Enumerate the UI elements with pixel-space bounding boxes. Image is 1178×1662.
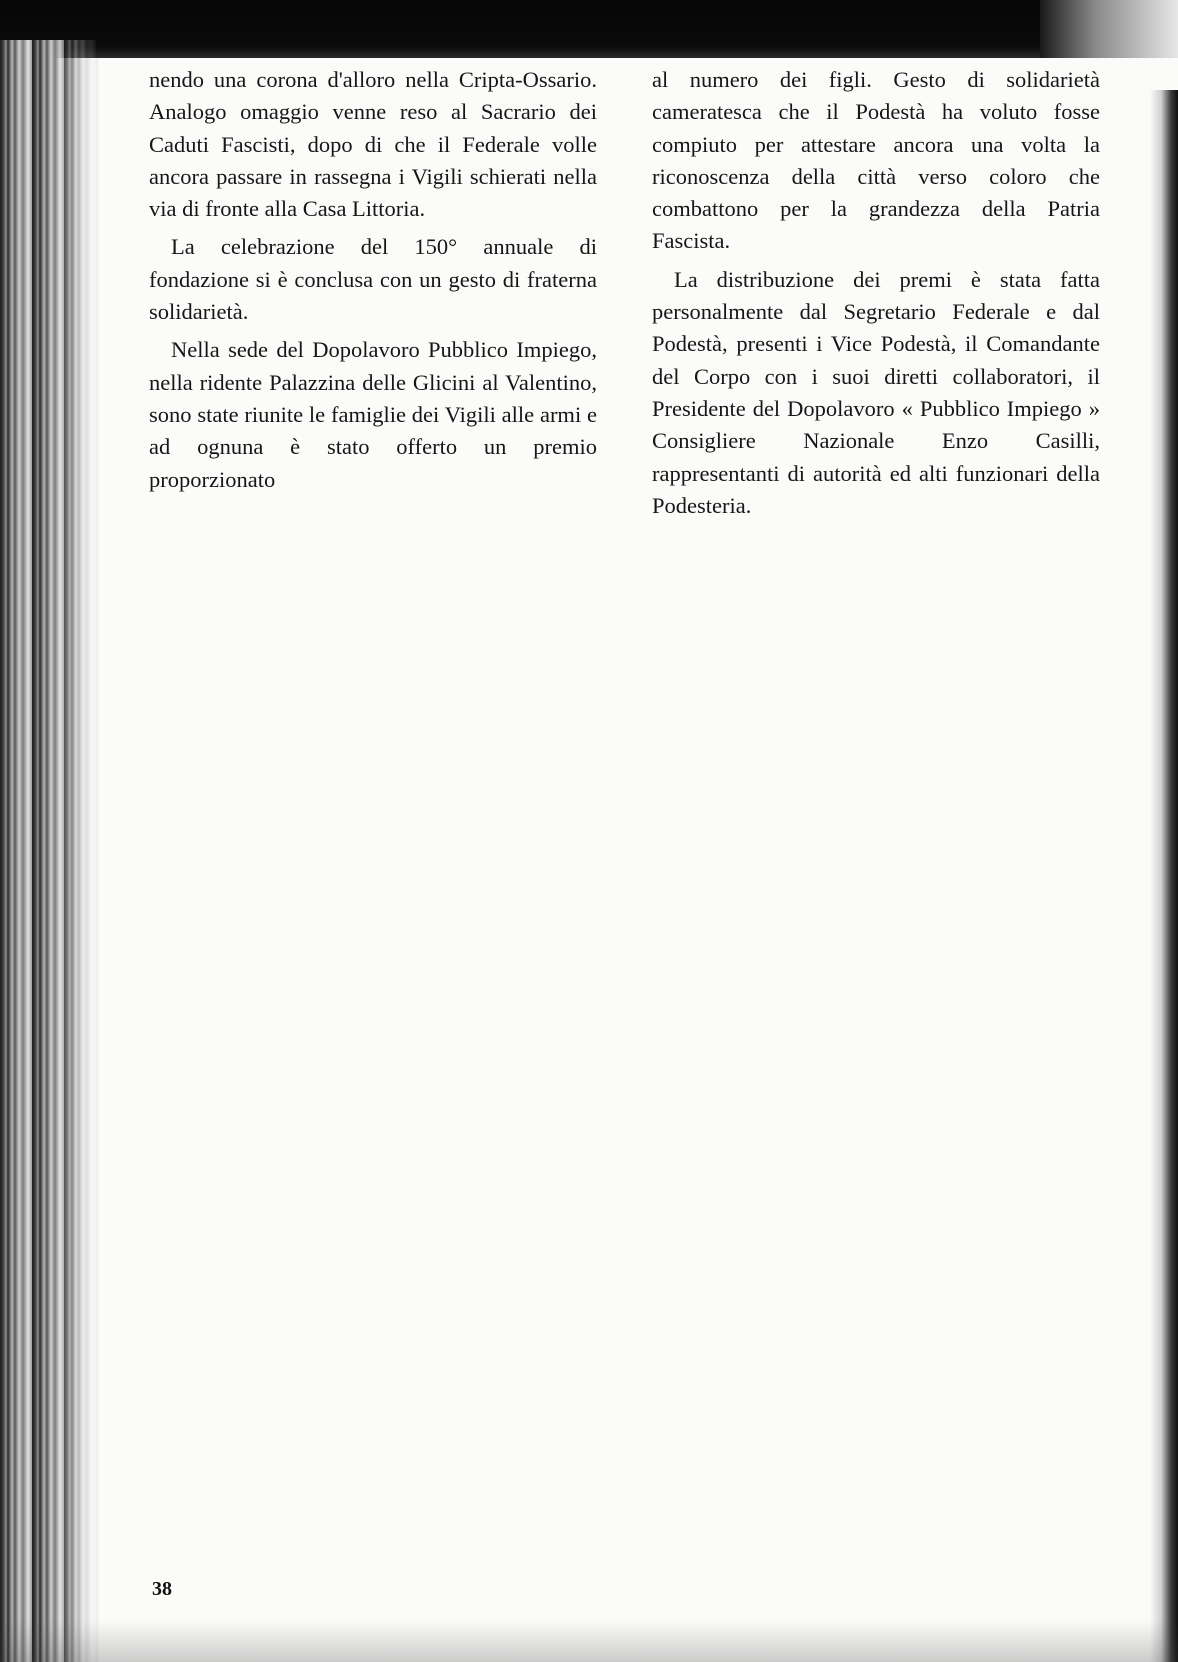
scan-right-edge <box>1150 90 1178 1662</box>
left-text-column <box>149 64 597 502</box>
page-number: 38 <box>152 1578 172 1600</box>
right-paragraph-2: La distribuzione dei premi è stata fatta personalmente dal Segretario Federale e dal Podestà, presenti i Vice Podestà, il Comandante del Corpo con i suoi diretti collaboratori, il Presidente del Dopolavoro « Pubblico Impiego » Consigliere Nazionale Enzo Casilli, rappresentanti di autorità ed alti funzionari della Podesteria. <box>652 266 1100 518</box>
left-paragraph-1: nendo una corona d'alloro nella Cripta-Ossario. Analogo omaggio venne reso al Sacrario dei Caduti Fascisti, dopo di che il Federale volle ancora passare in rassegna i Vigili schierati nella via di fronte alla Casa Littoria. <box>149 67 597 222</box>
scan-book-spine <box>0 40 100 1662</box>
right-text-column <box>652 64 1100 528</box>
left-paragraph-3: Nella sede del Dopolavoro Pubblico Impiego, nella ridente Palazzina delle Glicini al Valentino, sono state riunite le famiglie dei Vigili alle armi e ad ognuna è stato offerto un premio proporzionato <box>149 337 597 492</box>
left-paragraph-2: La celebrazione del 150° annuale di fondazione si è conclusa con un gesto di fraterna solidarietà. <box>149 234 597 325</box>
right-paragraph-1: al numero dei figli. Gesto di solidarietà cameratesca che il Podestà ha voluto fosse compiuto per attestare ancora una volta la riconoscenza della città verso coloro che combattono per la grandezza della Patria Fascista. <box>652 67 1100 254</box>
scan-top-right-edge <box>1040 0 1178 58</box>
scan-top-border <box>0 0 1040 58</box>
scan-bottom-shadow <box>0 1620 1178 1662</box>
